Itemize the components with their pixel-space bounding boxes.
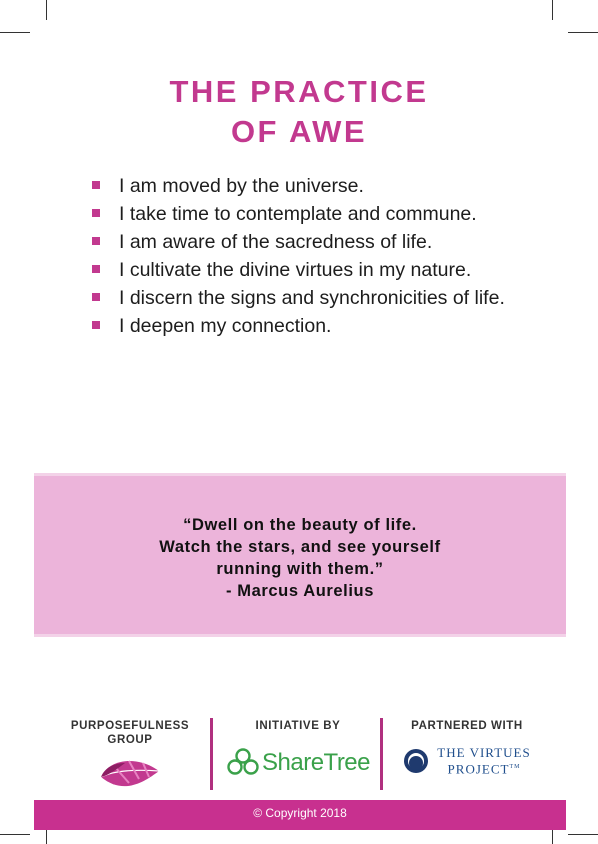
virtues-project-logo <box>392 746 542 776</box>
list-item-text: I discern the signs and synchronicities of life. <box>119 287 505 309</box>
quote-line: “Dwell on the beauty of life. <box>183 516 417 534</box>
list-item <box>88 284 519 312</box>
copyright-bar <box>34 800 566 830</box>
virtues-project-line1: THE VIRTUES <box>437 745 531 760</box>
title-line: OF AWE <box>230 114 368 149</box>
copyright-text: © Copyright 2018 <box>253 806 347 820</box>
trademark-mark: TM <box>509 764 521 770</box>
partnered-label: PARTNERED WITH <box>411 720 523 732</box>
crop-mark <box>0 32 30 33</box>
crop-mark <box>0 834 30 835</box>
square-bullet-icon <box>92 321 100 329</box>
quote-line: Watch the stars, and see yourself <box>159 538 441 556</box>
crop-mark <box>568 834 598 835</box>
list-item <box>88 228 538 256</box>
quote <box>34 514 566 602</box>
list-item-text: I cultivate the divine virtues in my nature. <box>119 259 472 281</box>
crop-mark <box>46 0 47 20</box>
list-item-text: I deepen my connection. <box>119 315 332 337</box>
initiative-label: INITIATIVE BY <box>255 720 341 732</box>
title-line: THE PRACTICE <box>169 74 429 109</box>
square-bullet-icon <box>92 293 100 301</box>
list-item <box>88 172 538 200</box>
affirmation-list <box>88 172 538 340</box>
footer-divider <box>210 718 213 790</box>
footer-divider <box>380 718 383 790</box>
purposefulness-logo-icon <box>60 753 200 800</box>
list-item-text: I take time to contemplate and commune. <box>119 203 477 225</box>
crop-mark <box>568 32 598 33</box>
footer-purposefulness <box>60 719 200 800</box>
virtues-project-line2: PROJECT <box>447 761 510 777</box>
list-item <box>88 200 538 228</box>
list-item-text: I am aware of the sacredness of life. <box>119 231 433 253</box>
quote-author: - Marcus Aurelius <box>225 582 375 600</box>
footer-initiative <box>218 719 378 779</box>
purposefulness-label: PURPOSEFULNESS GROUP <box>70 720 190 746</box>
crop-mark <box>552 0 553 20</box>
list-item-text: I am moved by the universe. <box>119 175 364 197</box>
sharetree-leaf-icon <box>226 747 260 779</box>
page-title <box>0 72 598 152</box>
virtues-project-globe-icon <box>403 748 429 774</box>
list-item <box>88 312 538 340</box>
quote-box <box>34 473 566 637</box>
sharetree-logo <box>218 747 378 779</box>
quote-line: running with them.” <box>216 560 384 578</box>
footer-partnered <box>392 719 542 776</box>
square-bullet-icon <box>92 209 100 217</box>
square-bullet-icon <box>92 181 100 189</box>
list-item <box>88 256 538 284</box>
square-bullet-icon <box>92 237 100 245</box>
square-bullet-icon <box>92 265 100 273</box>
sharetree-logo-text: ShareTree <box>262 749 370 776</box>
